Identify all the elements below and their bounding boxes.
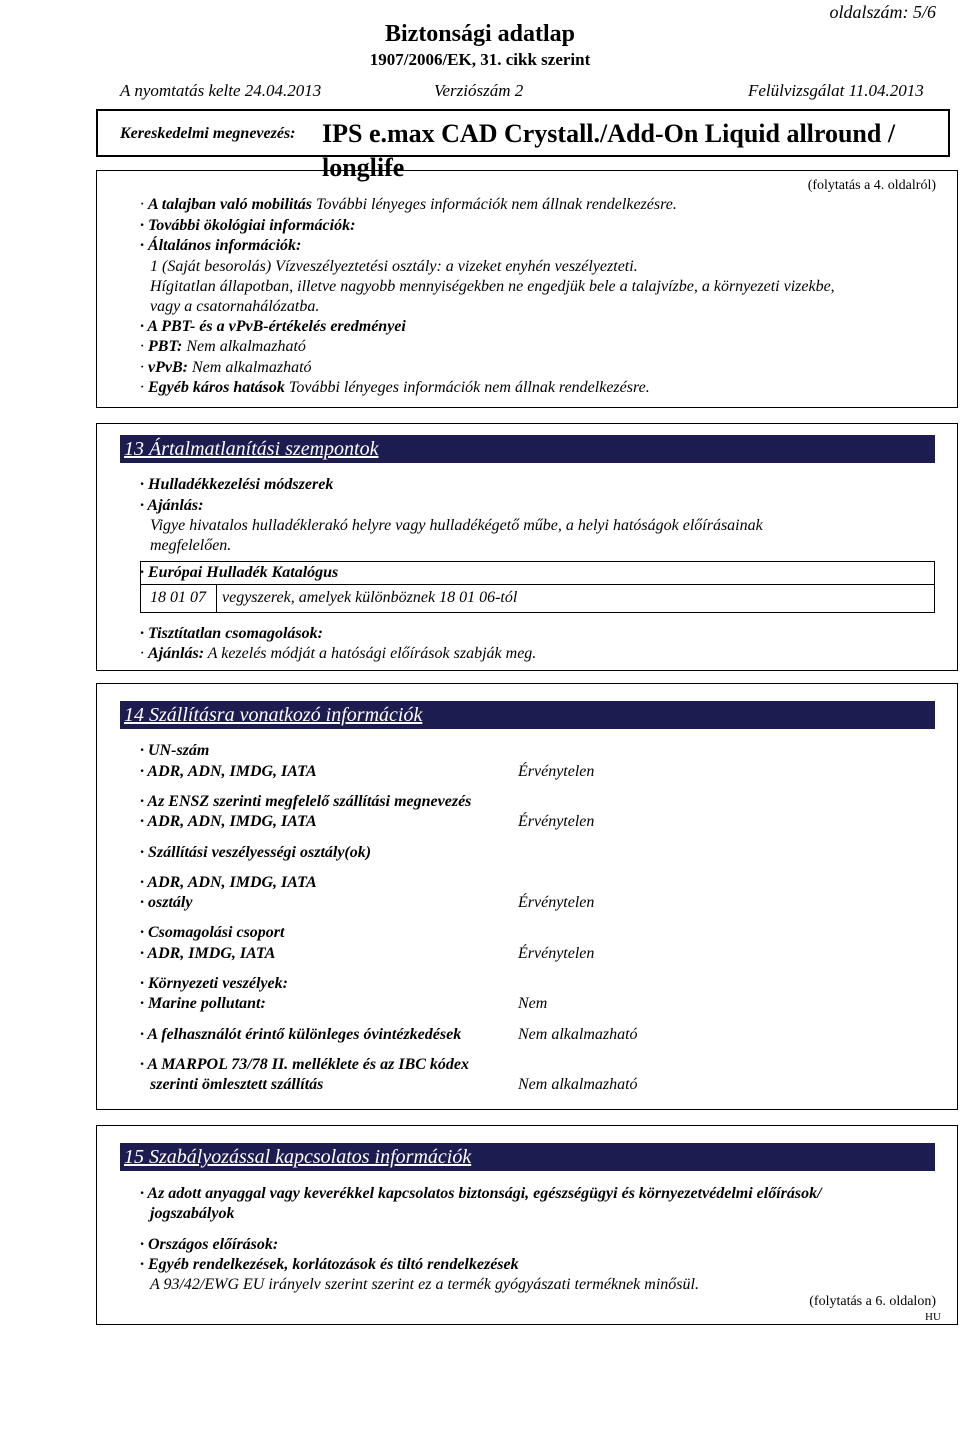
print-date: A nyomtatás kelte 24.04.2013 xyxy=(120,81,322,100)
waste-methods-label: Hulladékkezelési módszerek xyxy=(148,476,334,493)
env-hazards-line: · Környezeti veszélyek: xyxy=(140,975,288,992)
marpol-label-line1: A MARPOL 73/78 II. melléklete és az IBC kódex xyxy=(147,1056,470,1073)
marpol-label-line2: szerinti ömlesztett szállítás xyxy=(150,1076,324,1093)
hazard-class-modes-line: · ADR, ADN, IMDG, IATA xyxy=(140,874,317,891)
hazard-class-modes: ADR, ADN, IMDG, IATA xyxy=(147,874,317,891)
mobility-line: · A talajban való mobilitás További lényeges információk nem állnak rendelkezésre. xyxy=(140,196,677,213)
marpol-line1: · A MARPOL 73/78 II. melléklete és az IBC kódex xyxy=(140,1056,470,1073)
waste-methods-line: · Hulladékkezelési módszerek xyxy=(140,476,334,493)
marine-pollutant-label: Marine pollutant: xyxy=(148,995,266,1012)
pbt-label: PBT: xyxy=(148,338,183,355)
vpvb-value: Nem alkalmazható xyxy=(191,359,312,376)
ewc-code: 18 01 07 xyxy=(150,589,206,606)
continued-on: (folytatás a 6. oldalon) xyxy=(809,1294,936,1309)
trade-name: IPS e.max CAD Crystall./Add-On Liquid allround / longlife xyxy=(322,119,896,182)
shipping-name-modes: ADR, ADN, IMDG, IATA xyxy=(147,813,317,830)
vpvb-label: vPvB: xyxy=(148,359,188,376)
packing-group-value: Érvénytelen xyxy=(518,945,595,962)
ewc-label: Európai Hulladék Katalógus xyxy=(148,564,339,581)
hazard-class-line: · Szállítási veszélyességi osztály(ok) xyxy=(140,844,372,861)
section-15-heading xyxy=(120,1143,935,1171)
other-effects-text: További lényeges információk nem állnak rendelkezésre. xyxy=(288,379,650,396)
dilution-warning-line2: vagy a csatornahálózatba. xyxy=(150,298,320,315)
un-number-value: Érvénytelen xyxy=(518,763,595,780)
un-number-label: UN-szám xyxy=(148,742,210,759)
recommendation-text-line1: Vigye hivatalos hulladéklerakó helyre vagy hulladékégető műbe, a helyi hatóságok előírásainak xyxy=(150,517,763,534)
precautions-label: A felhasználót érintő különleges óvintézkedések xyxy=(147,1026,462,1043)
national-regs-label: Országos előírások: xyxy=(148,1236,279,1253)
marine-pollutant-line: · Marine pollutant: xyxy=(140,995,266,1012)
continued-from: (folytatás a 4. oldalról) xyxy=(807,178,936,193)
recommendation-label: Ajánlás: xyxy=(147,497,204,514)
packaging-label: Tisztítatlan csomagolások: xyxy=(148,625,323,642)
packaging-rec-line: · Ajánlás: A kezelés módját a hatósági előírások szabják meg. xyxy=(140,645,537,662)
shipping-name-modes-line: · ADR, ADN, IMDG, IATA xyxy=(140,813,317,830)
class-line: · osztály xyxy=(140,894,193,911)
other-regs-label: Egyéb rendelkezések, korlátozások és tiltó rendelkezések xyxy=(148,1256,519,1273)
shipping-name-value: Érvénytelen xyxy=(518,813,595,830)
packaging-rec-label: Ajánlás: xyxy=(148,645,205,662)
regulations-label-line1: Az adott anyaggal vagy keverékkel kapcsolatos biztonsági, egészségügyi és környezetvédelmi előírások/ xyxy=(147,1185,822,1202)
section-13-heading xyxy=(120,435,935,463)
packing-group-modes: ADR, IMDG, IATA xyxy=(147,945,276,962)
document-title: Biztonsági adatlap xyxy=(384,21,576,47)
dilution-warning-line1: Hígitatlan állapotban, illetve nagyobb mennyiségekben ne engedjük bele a talajvízbe, a környezeti vizekbe, xyxy=(150,278,835,295)
version-number: Verziószám 2 xyxy=(434,81,524,100)
un-number-modes-line: · ADR, ADN, IMDG, IATA xyxy=(140,763,317,780)
other-regs-line: · Egyéb rendelkezések, korlátozások és tiltó rendelkezések xyxy=(140,1256,519,1273)
eco-info-label: További ökológiai információk: xyxy=(148,217,356,234)
page-number: oldalszám: 5/6 xyxy=(829,2,936,22)
language-code: HU xyxy=(925,1311,941,1323)
hazard-class-label: Szállítási veszélyességi osztály(ok) xyxy=(148,844,372,861)
water-hazard-class: 1 (Saját besorolás) Vízveszélyeztetési osztály: a vizeket enyhén veszélyezteti. xyxy=(150,258,638,275)
revision-date: Felülvizsgálat 11.04.2013 xyxy=(748,81,924,100)
ewc-description: vegyszerek, amelyek különböznek 18 01 06-tól xyxy=(222,589,518,606)
env-hazards-label: Környezeti veszélyek: xyxy=(148,975,288,992)
regulations-line1: · Az adott anyaggal vagy keverékkel kapcsolatos biztonsági, egészségügyi és környezetvédelmi előírások/ xyxy=(140,1185,822,1202)
ewc-table-divider xyxy=(140,584,935,585)
packaging-line: · Tisztítatlan csomagolások: xyxy=(140,625,323,642)
national-regs-line: · Országos előírások: xyxy=(140,1236,279,1253)
section-14-heading xyxy=(120,701,935,729)
packing-group-modes-line: · ADR, IMDG, IATA xyxy=(140,945,276,962)
ewc-table-column-divider xyxy=(216,584,217,613)
regulations-label-line2: jogszabályok xyxy=(150,1205,235,1222)
precautions-line: · A felhasználót érintő különleges óvintézkedések xyxy=(140,1026,462,1043)
packaging-rec-text: A kezelés módját a hatósági előírások szabják meg. xyxy=(207,645,537,662)
packing-group-line: · Csomagolási csoport xyxy=(140,924,285,941)
trade-name-label: Kereskedelmi megnevezés: xyxy=(120,125,296,142)
precautions-value: Nem alkalmazható xyxy=(518,1026,638,1043)
recommendation-line: · Ajánlás: xyxy=(140,497,204,514)
shipping-name-line: · Az ENSZ szerinti megfelelő szállítási megnevezés xyxy=(140,793,472,810)
marine-pollutant-value: Nem xyxy=(518,995,548,1012)
un-number-line: · UN-szám xyxy=(140,742,210,759)
other-effects-label: Egyéb káros hatások xyxy=(148,379,285,396)
other-effects-line: · Egyéb káros hatások További lényeges információk nem állnak rendelkezésre. xyxy=(140,379,650,396)
eco-info-line: · További ökológiai információk: xyxy=(140,217,356,234)
shipping-name-label: Az ENSZ szerinti megfelelő szállítási megnevezés xyxy=(147,793,472,810)
document-subtitle: 1907/2006/EK, 31. cikk szerint xyxy=(369,50,591,69)
pbt-line: · PBT: Nem alkalmazható xyxy=(140,338,306,355)
packing-group-label: Csomagolási csoport xyxy=(148,924,285,941)
general-info-label: Általános információk: xyxy=(148,237,302,254)
pbt-results-line: · A PBT- és a vPvB-értékelés eredményei xyxy=(140,318,406,335)
vpvb-line: · vPvB: Nem alkalmazható xyxy=(140,359,312,376)
recommendation-text-line2: megfelelően. xyxy=(150,537,232,554)
directive-text: A 93/42/EWG EU irányelv szerint szerint ez a termék gyógyászati terméknek minősül. xyxy=(150,1276,699,1293)
pbt-results-label: A PBT- és a vPvB-értékelés eredményei xyxy=(147,318,406,335)
mobility-text: További lényeges információk nem állnak rendelkezésre. xyxy=(316,196,677,213)
class-value: Érvénytelen xyxy=(518,894,595,911)
ewc-header: · Európai Hulladék Katalógus xyxy=(140,564,339,581)
class-label: osztály xyxy=(148,894,193,911)
mobility-label: A talajban való mobilitás xyxy=(148,196,313,213)
marpol-value: Nem alkalmazható xyxy=(518,1076,638,1093)
pbt-value: Nem alkalmazható xyxy=(186,338,306,355)
section-14-heading-text: 14 Szállításra vonatkozó információk xyxy=(124,704,423,726)
section-13-heading-text: 13 Ártalmatlanítási szempontok xyxy=(124,438,379,460)
un-number-modes: ADR, ADN, IMDG, IATA xyxy=(147,763,317,780)
section-15-heading-text: 15 Szabályozással kapcsolatos információk xyxy=(124,1146,472,1168)
general-info-line: · Általános információk: xyxy=(140,237,302,254)
